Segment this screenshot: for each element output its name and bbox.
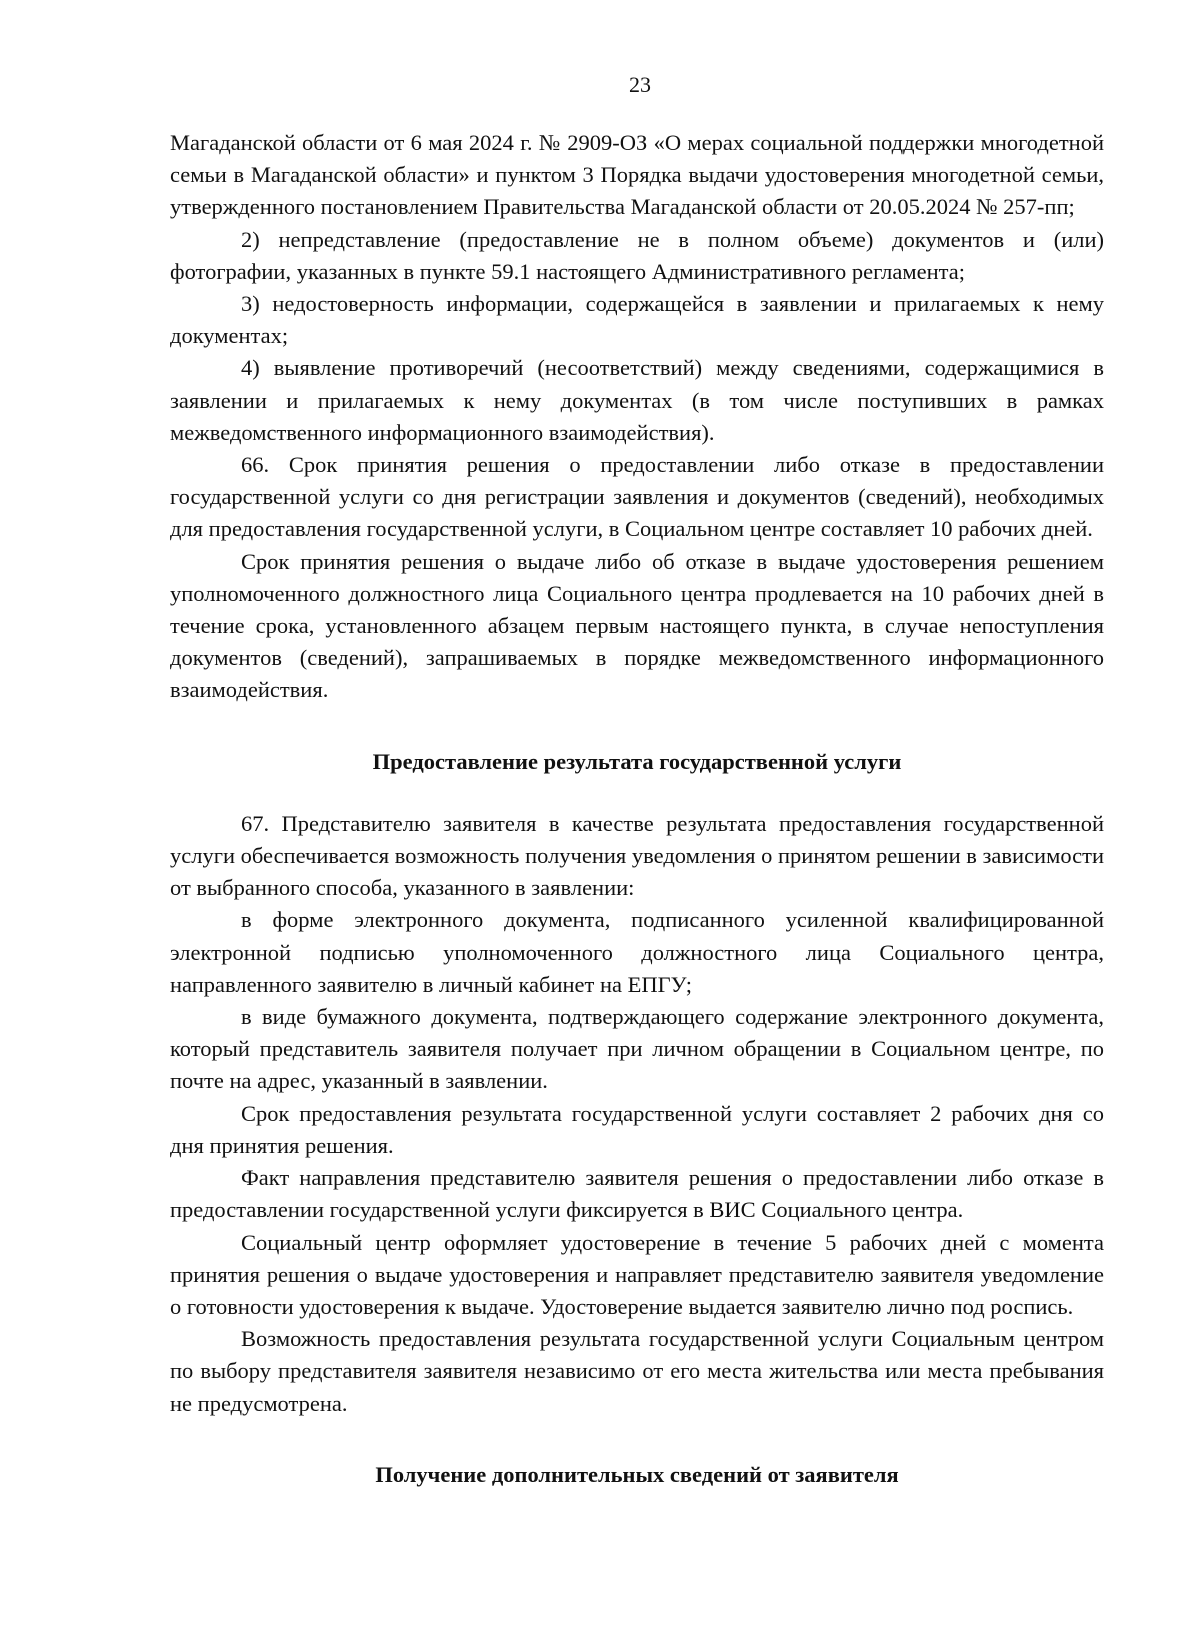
- paragraph-extraterritorial: Возможность предоставления результата государственной услуги Социальным центром по выбору представителя заявителя независимо от его места жительства или места пребывания не предусмотрена.: [170, 1326, 1104, 1416]
- paragraph-67: 67. Представителю заявителя в качестве результата предоставления государственной услуги обеспечивается возможность получения уведомления о принятом решении в зависимости от выбранного способа, указанного в заявлении:: [170, 810, 1104, 901]
- paragraph-item-3: 3) недостоверность информации, содержащейся в заявлении и прилагаемых к нему документах;: [170, 291, 1104, 349]
- paragraph-continuation: Магаданской области от 6 мая 2024 г. № 2909-ОЗ «О мерах социальной поддержки многодетной семьи в Магаданской области» и пунктом 3 Порядка выдачи удостоверения многодетной семьи, утвержденного постановлением Правительства Магаданской области от 20.05.2024 № 257-пп;: [170, 130, 1104, 220]
- section-heading-result: Предоставление результата государственной услуги: [372, 748, 902, 774]
- page-number: 23: [629, 72, 651, 97]
- paragraph-certificate-issue: Социальный центр оформляет удостоверение в течение 5 рабочих дней с момента принятия решения о выдаче удостоверения и направляет представителю заявителя уведомление о готовности удостоверения к выдаче. Удостоверение выдается заявителю лично под роспись.: [170, 1229, 1104, 1319]
- paragraph-66-extension: Срок принятия решения о выдаче либо об отказе в выдаче удостоверения решением уполномоченного должностного лица Социального центра продлевается на 10 рабочих дней в течение срока, установленного абзацем первым настоящего пункта, в случае непоступления документов (сведений), запрашиваемых в порядке межведомственного информационного взаимодействия.: [170, 548, 1104, 703]
- paragraph-paper-form: в виде бумажного документа, подтверждающего содержание электронного документа, который представитель заявителя получает при личном обращении в Социальном центре, по почте на адрес, указанный в заявлении.: [170, 1004, 1104, 1094]
- paragraph-decision-fixation: Факт направления представителю заявителя решения о предоставлении либо отказе в предоставлении государственной услуги фиксируется в ВИС Социального центра.: [170, 1165, 1104, 1223]
- paragraph-66: 66. Срок принятия решения о предоставлении либо отказе в предоставлении государственной услуги со дня регистрации заявления и документов (сведений), необходимых для предоставления государственной услуги, в Социальном центре составляет 10 рабочих дней.: [170, 452, 1104, 542]
- paragraph-result-term: Срок предоставления результата государственной услуги составляет 2 рабочих дня со дня принятия решения.: [170, 1100, 1104, 1158]
- paragraph-item-4: 4) выявление противоречий (несоответствий) между сведениями, содержащимися в заявлении и прилагаемых к нему документах (в том числе поступивших в рамках межведомственного информационного взаимодействия).: [170, 355, 1104, 445]
- section-heading-additional-info: Получение дополнительных сведений от заявителя: [375, 1461, 899, 1487]
- document-body: [170, 127, 1104, 1491]
- paragraph-item-2: 2) непредставление (предоставление не в полном объеме) документов и (или) фотографии, указанных в пункте 59.1 настоящего Административного регламента;: [170, 226, 1104, 284]
- paragraph-electronic-form: в форме электронного документа, подписанного усиленной квалифицированной электронной подписью уполномоченного должностного лица Социального центра, направленного заявителю в личный кабинет на ЕПГУ;: [170, 907, 1104, 997]
